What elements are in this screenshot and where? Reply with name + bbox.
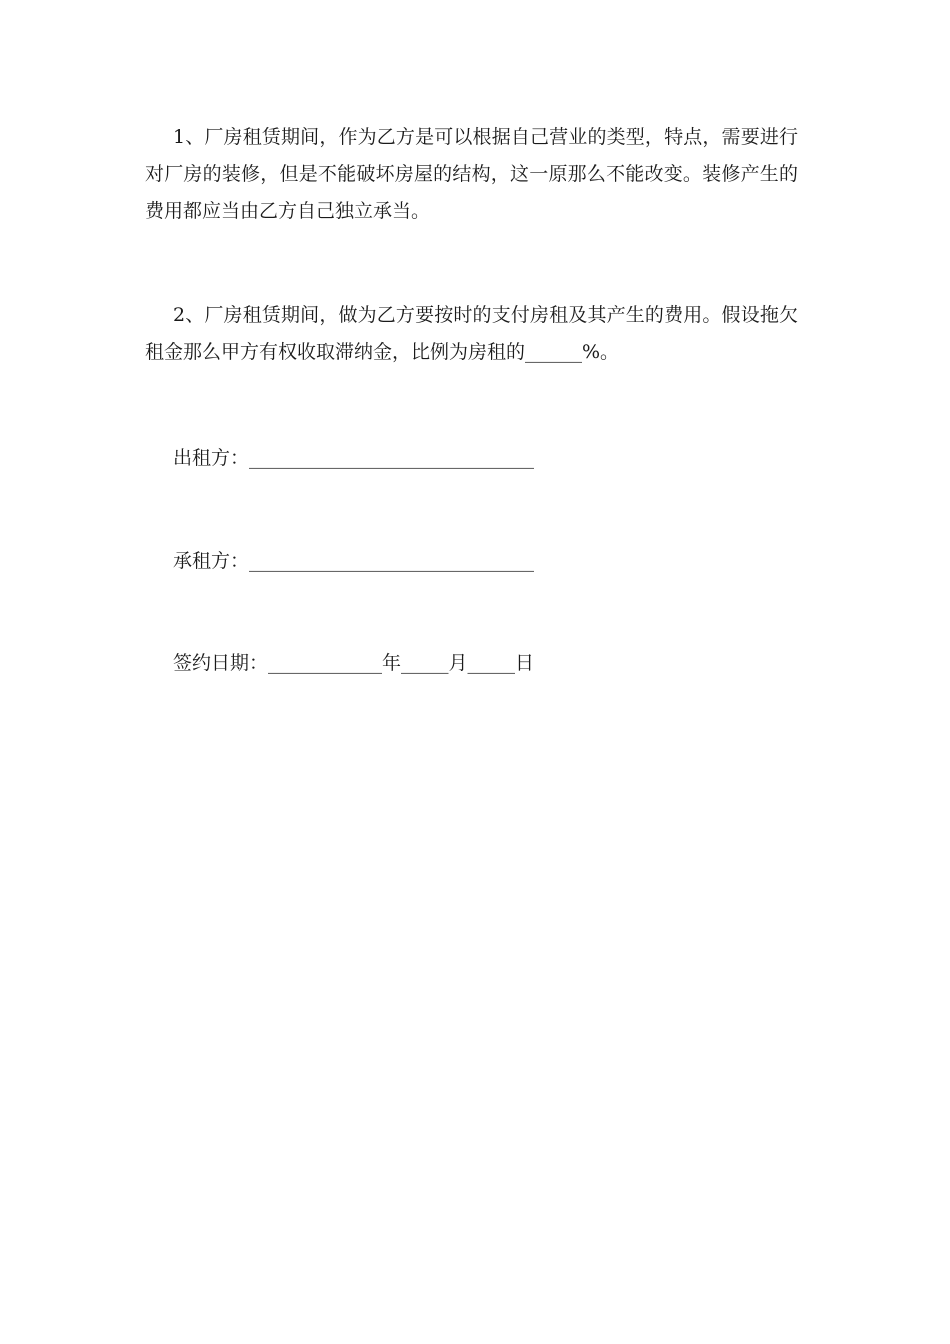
clause-2: 2、厂房租赁期间，做为乙方要按时的支付房租及其产生的费用。假设拖欠租金那么甲方有权收取滞纳金，比例为房租的______%。 [145, 304, 798, 363]
signing-date-line: 签约日期：____________年_____月_____日 [173, 652, 535, 674]
lessee-signature-line: 承租方：______________________________ [173, 550, 535, 572]
lessor-signature-line: 出租方：______________________________ [173, 447, 535, 469]
clause-1: 1、厂房租赁期间，作为乙方是可以根据自己营业的类型，特点，需要进行对厂房的装修，但是不能破坏房屋的结构，这一原那么不能改变。装修产生的费用都应当由乙方自己独立承当。 [145, 126, 798, 222]
